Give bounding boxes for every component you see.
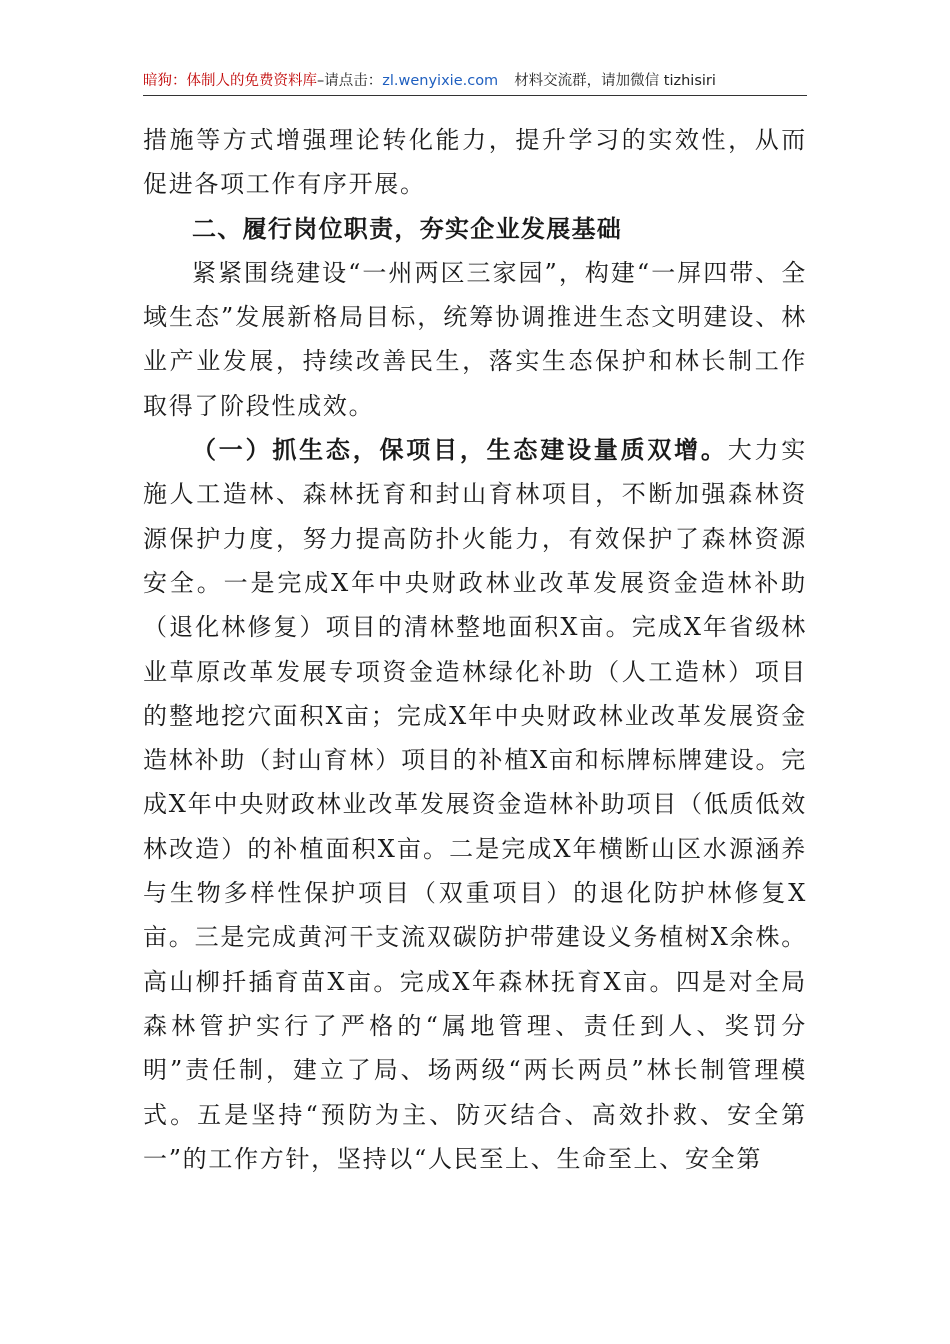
header-click-prompt: –请点击： [317, 73, 383, 89]
paragraph-intro: 紧紧围绕建设“一州两区三家园”，构建“一屏四带、全域生态”发展新格局目标，统筹协调推进生态文明建设、林业产业发展，持续改善民生，落实生态保护和林长制工作取得了阶段性成效。 [143, 258, 807, 420]
header-site-name: 暗狗：体制人的免费资料库 [143, 73, 317, 89]
document-body [143, 118, 807, 1181]
page-header [143, 66, 807, 96]
subsection-heading: （一）抓生态，保项目，生态建设量质双增。 [192, 435, 728, 465]
paragraph-continuation: 措施等方式增强理论转化能力，提升学习的实效性，从而促进各项工作有序开展。 [143, 126, 807, 199]
header-link[interactable]: zl.wenyixie.com [382, 73, 499, 89]
section-heading: 二、履行岗位职责，夯实企业发展基础 [192, 214, 623, 243]
header-wechat-note: 材料交流群，请加微信 tizhisiri [514, 73, 716, 89]
subsection-body: 大力实施人工造林、森林抚育和封山育林项目，不断加强森林资源保护力度，努力提高防扑火能力，有效保护了森林资源安全。一是完成X年中央财政林业改革发展资金造林补助（退化林修复）项目的清林整地面积X亩。完成X年省级林业草原改革发展专项资金造林绿化补助（人工造林）项目的整地挖穴面积X亩；完成X年中央财政林业改革发展资金造林补助（封山育林）项目的补植X亩和标牌标牌建设。完成X年中央财政林业改革发展资金造林补助项目（低质低效林改造）的补植面积X亩。二是完成X年横断山区水源涵养与生物多样性保护项目（双重项目）的退化防护林修复X亩。三是完成黄河干支流双碳防护带建设义务植树X余株。高山柳扦插育苗X亩。完成X年森林抚育X亩。四是对全局森林管护实行了严格的“属地管理、责任到人、奖罚分明”责任制，建立了局、场两级“两长两员”林长制管理模式。五是坚持“预防为主、防灭结合、高效扑救、安全第一”的工作方针，坚持以“人民至上、生命至上、安全第 [143, 436, 807, 1173]
paragraph-subsection-1 [143, 428, 807, 1181]
header-divider [143, 95, 807, 96]
